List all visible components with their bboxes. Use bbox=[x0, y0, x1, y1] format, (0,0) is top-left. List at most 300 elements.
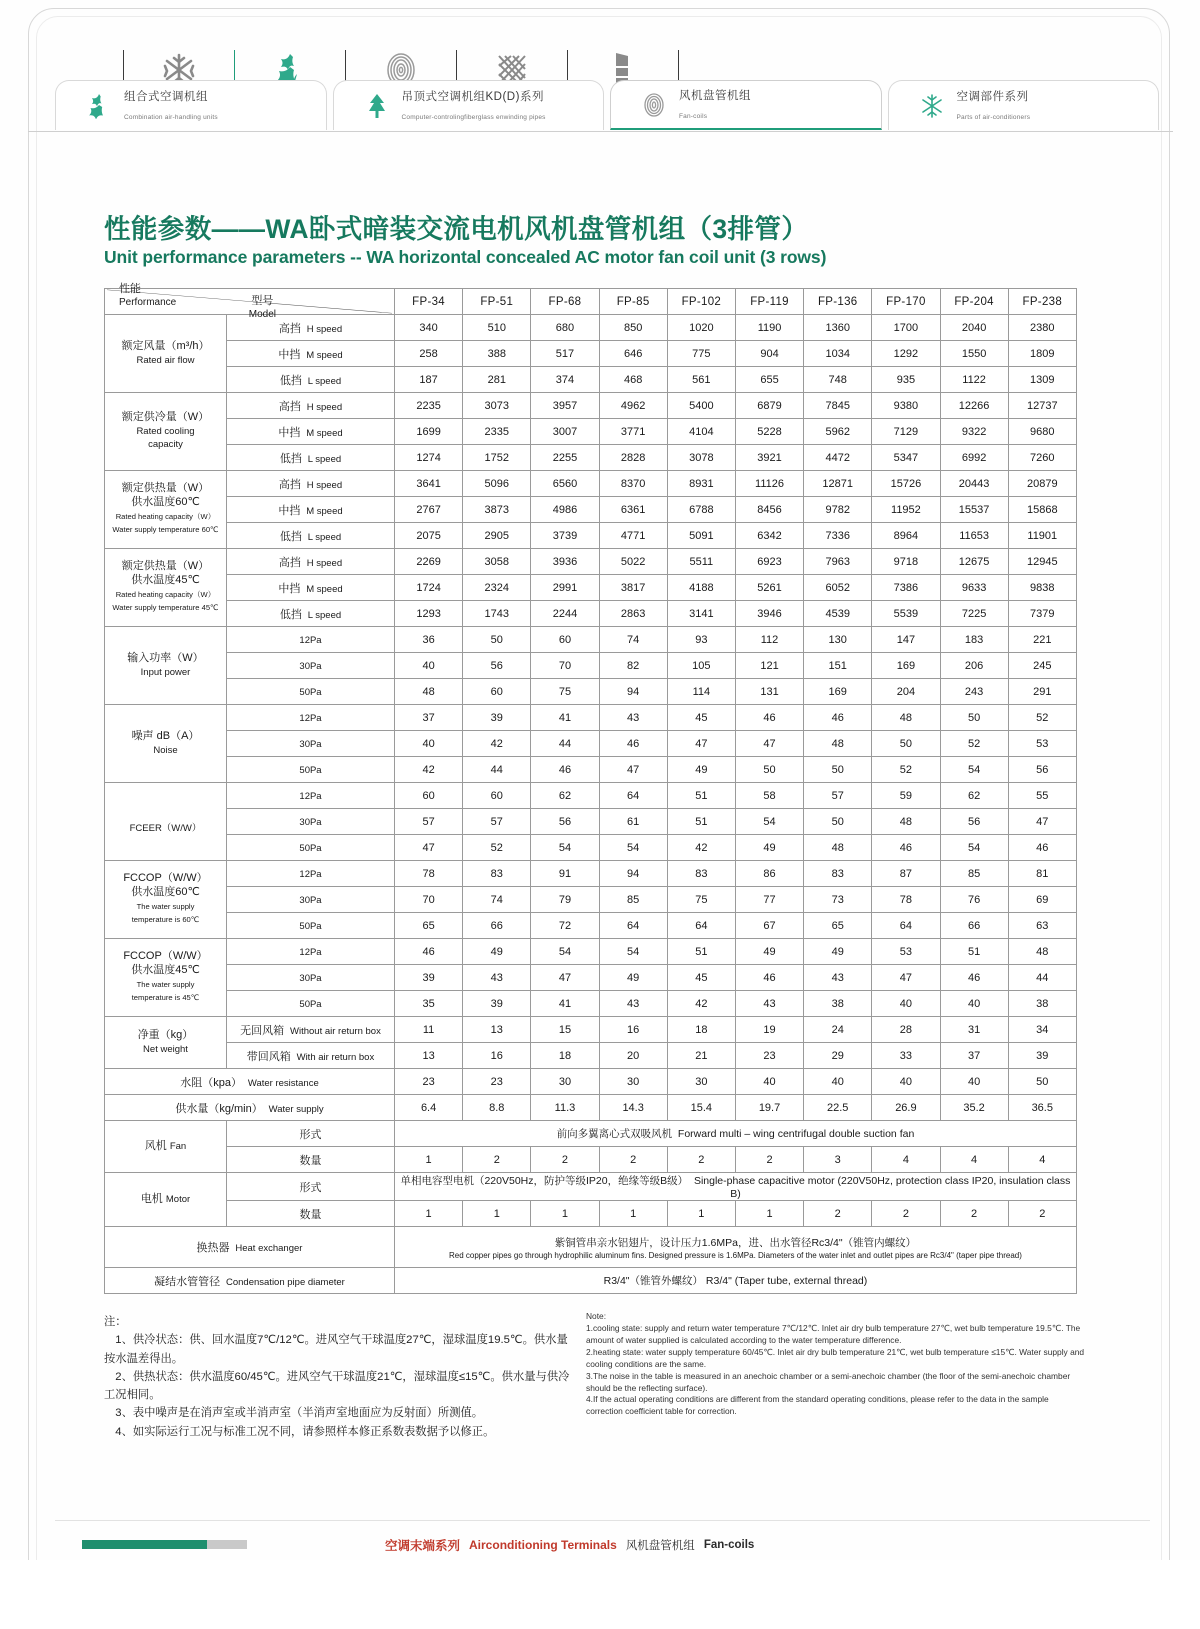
data-cell: 2324 bbox=[463, 575, 531, 601]
row-sub-label: 无回风箱 Without air return box bbox=[227, 1017, 395, 1043]
model-header-fp-170: FP-170 bbox=[872, 289, 940, 315]
footer-separator bbox=[55, 1520, 1150, 1521]
table-row bbox=[105, 705, 1077, 731]
data-cell: 9380 bbox=[872, 393, 940, 419]
data-cell: 1724 bbox=[395, 575, 463, 601]
table-header-row bbox=[105, 289, 1077, 315]
data-cell: 1 bbox=[395, 1201, 463, 1227]
data-cell: 3771 bbox=[599, 419, 667, 445]
data-cell: 52 bbox=[940, 731, 1008, 757]
data-cell: 2255 bbox=[531, 445, 599, 471]
data-cell: 83 bbox=[463, 861, 531, 887]
data-cell: 54 bbox=[940, 835, 1008, 861]
row-group-label: 噪声 dB（A） Noise bbox=[105, 705, 227, 783]
data-cell: 1 bbox=[599, 1201, 667, 1227]
data-cell: 48 bbox=[804, 835, 872, 861]
data-cell: 5261 bbox=[735, 575, 803, 601]
model-header-fp-238: FP-238 bbox=[1008, 289, 1076, 315]
data-cell: 3957 bbox=[531, 393, 599, 419]
table-row bbox=[105, 653, 1077, 679]
row-sub-label: 低挡 L speed bbox=[227, 445, 395, 471]
top-navigation bbox=[55, 22, 1165, 132]
data-cell: 42 bbox=[395, 757, 463, 783]
data-cell: 47 bbox=[872, 965, 940, 991]
tab-combination-air-handling-units[interactable] bbox=[55, 80, 327, 130]
data-cell: 510 bbox=[463, 315, 531, 341]
data-cell: 6052 bbox=[804, 575, 872, 601]
data-cell: 75 bbox=[667, 887, 735, 913]
data-cell: 221 bbox=[1008, 627, 1076, 653]
table-row bbox=[105, 1069, 1077, 1095]
data-cell: 204 bbox=[872, 679, 940, 705]
data-cell: 40 bbox=[395, 653, 463, 679]
data-cell: 3873 bbox=[463, 497, 531, 523]
data-cell: 904 bbox=[735, 341, 803, 367]
data-cell: 243 bbox=[940, 679, 1008, 705]
data-cell: 50 bbox=[804, 809, 872, 835]
data-cell: 5962 bbox=[804, 419, 872, 445]
data-cell: 9322 bbox=[940, 419, 1008, 445]
table-row bbox=[105, 1121, 1077, 1147]
data-cell: 1 bbox=[735, 1201, 803, 1227]
data-cell: 20 bbox=[599, 1043, 667, 1069]
data-cell: 40 bbox=[395, 731, 463, 757]
performance-axis-label: 性能 Performance bbox=[119, 282, 177, 308]
row-group-label: 净重（kg） Net weight bbox=[105, 1017, 227, 1069]
condensation-label: 凝结水管管径 Condensation pipe diameter bbox=[105, 1268, 395, 1294]
data-cell: 94 bbox=[599, 679, 667, 705]
data-cell: 39 bbox=[463, 991, 531, 1017]
data-cell: 1 bbox=[395, 1147, 463, 1173]
data-cell: 4104 bbox=[667, 419, 735, 445]
row-group-label: FCCOP（W/W） 供水温度60℃ The water supply temperature is 60℃ bbox=[105, 861, 227, 939]
tab-label bbox=[679, 86, 751, 123]
note-cn-item: 1、供冷状态：供、回水温度7℃/12℃。进风空气干球温度27℃，湿球温度19.5℃。供水量按水温差得出。 bbox=[104, 1334, 568, 1365]
data-cell: 6923 bbox=[735, 549, 803, 575]
row-sub-label: 12Pa bbox=[227, 627, 395, 653]
row-sub-label: 30Pa bbox=[227, 809, 395, 835]
data-cell: 66 bbox=[940, 913, 1008, 939]
tree-icon bbox=[364, 92, 390, 120]
data-cell: 8456 bbox=[735, 497, 803, 523]
data-cell: 47 bbox=[1008, 809, 1076, 835]
row-group-label: 额定供冷量（W） Rated cooling capacity bbox=[105, 393, 227, 471]
data-cell: 9838 bbox=[1008, 575, 1076, 601]
data-cell: 1309 bbox=[1008, 367, 1076, 393]
data-cell: 35.2 bbox=[940, 1095, 1008, 1121]
data-cell: 55 bbox=[1008, 783, 1076, 809]
data-cell: 2905 bbox=[463, 523, 531, 549]
data-cell: 42 bbox=[667, 991, 735, 1017]
data-cell: 3 bbox=[804, 1147, 872, 1173]
fingerprint-icon bbox=[641, 91, 667, 119]
data-cell: 83 bbox=[667, 861, 735, 887]
data-cell: 5400 bbox=[667, 393, 735, 419]
data-cell: 3078 bbox=[667, 445, 735, 471]
data-cell: 105 bbox=[667, 653, 735, 679]
tab-label bbox=[124, 87, 218, 124]
data-cell: 20879 bbox=[1008, 471, 1076, 497]
data-cell: 50 bbox=[940, 705, 1008, 731]
data-cell: 4962 bbox=[599, 393, 667, 419]
table-row bbox=[105, 1095, 1077, 1121]
data-cell: 91 bbox=[531, 861, 599, 887]
notes-cn-title: 注： bbox=[104, 1316, 127, 1328]
data-cell: 517 bbox=[531, 341, 599, 367]
data-cell: 2 bbox=[804, 1201, 872, 1227]
data-cell: 30 bbox=[667, 1069, 735, 1095]
data-cell: 13 bbox=[463, 1017, 531, 1043]
note-en-item: 3.The noise in the table is measured in an anechoic chamber or a semi-anechoic chamber (the floor of the semi-anechoic chamber should be the reflecting surface). bbox=[586, 1370, 1071, 1393]
data-cell: 6342 bbox=[735, 523, 803, 549]
data-cell: 147 bbox=[872, 627, 940, 653]
data-cell: 46 bbox=[599, 731, 667, 757]
data-cell: 1360 bbox=[804, 315, 872, 341]
data-cell: 54 bbox=[531, 835, 599, 861]
data-cell: 646 bbox=[599, 341, 667, 367]
data-cell: 187 bbox=[395, 367, 463, 393]
data-cell: 56 bbox=[463, 653, 531, 679]
note-cn-item: 3、表中噪声是在消声室或半消声室（半消声室地面应为反射面）所测值。 bbox=[115, 1407, 484, 1420]
data-cell: 60 bbox=[463, 783, 531, 809]
data-cell: 131 bbox=[735, 679, 803, 705]
data-cell: 56 bbox=[531, 809, 599, 835]
footer-series-cn: 空调末端系列 bbox=[385, 1539, 461, 1553]
data-cell: 47 bbox=[531, 965, 599, 991]
data-cell: 18 bbox=[531, 1043, 599, 1069]
data-cell: 78 bbox=[872, 887, 940, 913]
data-cell: 3073 bbox=[463, 393, 531, 419]
row-sub-label: 中挡 M speed bbox=[227, 497, 395, 523]
data-cell: 12266 bbox=[940, 393, 1008, 419]
data-cell: 12737 bbox=[1008, 393, 1076, 419]
data-cell: 54 bbox=[531, 939, 599, 965]
data-cell: 655 bbox=[735, 367, 803, 393]
data-cell: 48 bbox=[395, 679, 463, 705]
data-cell: 51 bbox=[667, 939, 735, 965]
data-cell: 2 bbox=[872, 1201, 940, 1227]
data-cell: 50 bbox=[463, 627, 531, 653]
data-cell: 62 bbox=[940, 783, 1008, 809]
row-sub-label: 30Pa bbox=[227, 887, 395, 913]
table-row bbox=[105, 679, 1077, 705]
data-cell: 31 bbox=[940, 1017, 1008, 1043]
table-row bbox=[105, 783, 1077, 809]
data-cell: 53 bbox=[1008, 731, 1076, 757]
data-cell: 48 bbox=[872, 809, 940, 835]
data-cell: 49 bbox=[804, 939, 872, 965]
table-row bbox=[105, 367, 1077, 393]
data-cell: 8.8 bbox=[463, 1095, 531, 1121]
row-group-label: FCEER（W/W） bbox=[105, 783, 227, 861]
table-row bbox=[105, 471, 1077, 497]
tab-label-en: Fan-coils bbox=[679, 112, 708, 120]
data-cell: 8964 bbox=[872, 523, 940, 549]
row-sub-label: 高挡 H speed bbox=[227, 549, 395, 575]
data-cell: 37 bbox=[395, 705, 463, 731]
data-cell: 40 bbox=[940, 991, 1008, 1017]
data-cell: 151 bbox=[804, 653, 872, 679]
table-row bbox=[105, 1201, 1077, 1227]
data-cell: 46 bbox=[804, 705, 872, 731]
data-cell: 15537 bbox=[940, 497, 1008, 523]
row-label: 供水量（kg/min） Water supply bbox=[105, 1095, 395, 1121]
data-cell: 11653 bbox=[940, 523, 1008, 549]
row-sub-label: 中挡 M speed bbox=[227, 419, 395, 445]
table-row bbox=[105, 445, 1077, 471]
row-sub-label: 50Pa bbox=[227, 991, 395, 1017]
table-row bbox=[105, 939, 1077, 965]
data-cell: 22.5 bbox=[804, 1095, 872, 1121]
data-cell: 40 bbox=[804, 1069, 872, 1095]
table-row bbox=[105, 991, 1077, 1017]
data-cell: 5091 bbox=[667, 523, 735, 549]
data-cell: 46 bbox=[940, 965, 1008, 991]
row-group-label: 额定供热量（W） 供水温度45℃ Rated heating capacity（W） Water supply temperature 45℃ bbox=[105, 549, 227, 627]
data-cell: 46 bbox=[735, 965, 803, 991]
footer-caption bbox=[385, 1536, 754, 1554]
data-cell: 46 bbox=[531, 757, 599, 783]
tab-ceiling-air-handling-kd-series[interactable] bbox=[333, 80, 605, 130]
row-sub-label: 低挡 L speed bbox=[227, 523, 395, 549]
data-cell: 20443 bbox=[940, 471, 1008, 497]
data-cell: 87 bbox=[872, 861, 940, 887]
row-sub-label: 12Pa bbox=[227, 939, 395, 965]
category-tabs bbox=[55, 80, 1165, 132]
data-cell: 38 bbox=[804, 991, 872, 1017]
data-cell: 1190 bbox=[735, 315, 803, 341]
model-header-fp-85: FP-85 bbox=[599, 289, 667, 315]
data-cell: 6.4 bbox=[395, 1095, 463, 1121]
table-row bbox=[105, 1173, 1077, 1201]
data-cell: 935 bbox=[872, 367, 940, 393]
tab-label-en: Combination air-handling units bbox=[124, 113, 218, 121]
data-cell: 15726 bbox=[872, 471, 940, 497]
tab-parts-of-air-conditioners[interactable] bbox=[888, 80, 1160, 130]
data-cell: 5228 bbox=[735, 419, 803, 445]
data-cell: 47 bbox=[395, 835, 463, 861]
model-axis-label: 型号 Model bbox=[248, 295, 276, 320]
data-cell: 43 bbox=[463, 965, 531, 991]
table-row bbox=[105, 341, 1077, 367]
data-cell: 46 bbox=[735, 705, 803, 731]
data-cell: 54 bbox=[940, 757, 1008, 783]
data-cell: 41 bbox=[531, 991, 599, 1017]
data-cell: 40 bbox=[940, 1069, 1008, 1095]
data-cell: 2 bbox=[667, 1147, 735, 1173]
row-sub-label: 低挡 L speed bbox=[227, 367, 395, 393]
data-cell: 19.7 bbox=[735, 1095, 803, 1121]
data-cell: 2 bbox=[531, 1147, 599, 1173]
data-cell: 5022 bbox=[599, 549, 667, 575]
condensation-value: R3/4"（锥管外螺纹） R3/4" (Taper tube, external thread) bbox=[395, 1268, 1077, 1294]
data-cell: 3007 bbox=[531, 419, 599, 445]
data-cell: 23 bbox=[395, 1069, 463, 1095]
data-cell: 30 bbox=[531, 1069, 599, 1095]
data-cell: 75 bbox=[531, 679, 599, 705]
table-row bbox=[105, 393, 1077, 419]
data-cell: 67 bbox=[735, 913, 803, 939]
data-cell: 340 bbox=[395, 315, 463, 341]
table-row bbox=[105, 549, 1077, 575]
data-cell: 2 bbox=[599, 1147, 667, 1173]
data-cell: 23 bbox=[735, 1043, 803, 1069]
data-cell: 206 bbox=[940, 653, 1008, 679]
table-row bbox=[105, 887, 1077, 913]
performance-table bbox=[104, 282, 1077, 1294]
data-cell: 64 bbox=[599, 913, 667, 939]
data-cell: 85 bbox=[599, 887, 667, 913]
page-title-en: Unit performance parameters -- WA horizontal concealed AC motor fan coil unit (3 rows) bbox=[104, 247, 827, 267]
data-cell: 1699 bbox=[395, 419, 463, 445]
data-cell: 4188 bbox=[667, 575, 735, 601]
table-corner-cell bbox=[105, 282, 395, 320]
data-cell: 3936 bbox=[531, 549, 599, 575]
tab-label-cn: 风机盘管机组 bbox=[679, 90, 751, 103]
data-cell: 34 bbox=[1008, 1017, 1076, 1043]
data-cell: 2767 bbox=[395, 497, 463, 523]
data-cell: 2991 bbox=[531, 575, 599, 601]
fan-block-qty-label: 数量 bbox=[227, 1147, 395, 1173]
data-cell: 46 bbox=[872, 835, 940, 861]
row-sub-label: 带回风箱 With air return box bbox=[227, 1043, 395, 1069]
data-cell: 7260 bbox=[1008, 445, 1076, 471]
notes-en-title: Note: bbox=[586, 1311, 607, 1321]
row-sub-label: 30Pa bbox=[227, 731, 395, 757]
data-cell: 60 bbox=[463, 679, 531, 705]
data-cell: 7129 bbox=[872, 419, 940, 445]
data-cell: 7963 bbox=[804, 549, 872, 575]
data-cell: 1700 bbox=[872, 315, 940, 341]
table-row bbox=[105, 965, 1077, 991]
data-cell: 37 bbox=[940, 1043, 1008, 1069]
data-cell: 47 bbox=[735, 731, 803, 757]
data-cell: 40 bbox=[872, 991, 940, 1017]
data-cell: 1020 bbox=[667, 315, 735, 341]
data-cell: 4771 bbox=[599, 523, 667, 549]
data-cell: 11.3 bbox=[531, 1095, 599, 1121]
data-cell: 72 bbox=[531, 913, 599, 939]
data-cell: 70 bbox=[395, 887, 463, 913]
data-cell: 3739 bbox=[531, 523, 599, 549]
data-cell: 12945 bbox=[1008, 549, 1076, 575]
data-cell: 63 bbox=[1008, 913, 1076, 939]
data-cell: 48 bbox=[872, 705, 940, 731]
data-cell: 45 bbox=[667, 965, 735, 991]
data-cell: 2 bbox=[1008, 1201, 1076, 1227]
data-cell: 2040 bbox=[940, 315, 1008, 341]
model-header-fp-51: FP-51 bbox=[463, 289, 531, 315]
tab-fan-coils[interactable] bbox=[610, 80, 882, 130]
data-cell: 1 bbox=[531, 1201, 599, 1227]
data-cell: 52 bbox=[872, 757, 940, 783]
data-cell: 775 bbox=[667, 341, 735, 367]
data-cell: 5096 bbox=[463, 471, 531, 497]
data-cell: 46 bbox=[395, 939, 463, 965]
data-cell: 46 bbox=[1008, 835, 1076, 861]
tab-label-cn: 组合式空调机组 bbox=[124, 91, 208, 104]
data-cell: 11 bbox=[395, 1017, 463, 1043]
data-cell: 121 bbox=[735, 653, 803, 679]
footer-accent-bar-secondary bbox=[207, 1540, 247, 1549]
row-group-label: 额定风量（m³/h） Rated air flow bbox=[105, 315, 227, 393]
data-cell: 245 bbox=[1008, 653, 1076, 679]
data-cell: 40 bbox=[872, 1069, 940, 1095]
data-cell: 3641 bbox=[395, 471, 463, 497]
data-cell: 43 bbox=[599, 705, 667, 731]
data-cell: 3058 bbox=[463, 549, 531, 575]
data-cell: 82 bbox=[599, 653, 667, 679]
data-cell: 2380 bbox=[1008, 315, 1076, 341]
data-cell: 43 bbox=[599, 991, 667, 1017]
table-row bbox=[105, 1147, 1077, 1173]
data-cell: 3921 bbox=[735, 445, 803, 471]
data-cell: 169 bbox=[804, 679, 872, 705]
data-cell: 561 bbox=[667, 367, 735, 393]
data-cell: 15868 bbox=[1008, 497, 1076, 523]
nav-separator bbox=[28, 131, 1173, 132]
data-cell: 6788 bbox=[667, 497, 735, 523]
data-cell: 36.5 bbox=[1008, 1095, 1076, 1121]
data-cell: 52 bbox=[1008, 705, 1076, 731]
row-sub-label: 50Pa bbox=[227, 913, 395, 939]
fan-block-type-value: 前向多翼离心式双吸风机 Forward multi – wing centrifugal double suction fan bbox=[395, 1121, 1077, 1147]
data-cell: 2335 bbox=[463, 419, 531, 445]
data-cell: 11126 bbox=[735, 471, 803, 497]
data-cell: 6361 bbox=[599, 497, 667, 523]
note-en-item: 1.cooling state: supply and return water temperature 7℃/12℃. Inlet air dry bulb temperature 27℃, wet bulb temperature 19.5℃. The amount of water supplied is calculated according to the water temperature difference. bbox=[586, 1322, 1081, 1345]
row-sub-label: 中挡 M speed bbox=[227, 341, 395, 367]
data-cell: 169 bbox=[872, 653, 940, 679]
row-sub-label: 50Pa bbox=[227, 835, 395, 861]
row-sub-label: 12Pa bbox=[227, 861, 395, 887]
row-sub-label: 高挡 H speed bbox=[227, 471, 395, 497]
data-cell: 42 bbox=[463, 731, 531, 757]
data-cell: 7379 bbox=[1008, 601, 1076, 627]
table-row bbox=[105, 757, 1077, 783]
data-cell: 21 bbox=[667, 1043, 735, 1069]
data-cell: 7225 bbox=[940, 601, 1008, 627]
data-cell: 291 bbox=[1008, 679, 1076, 705]
data-cell: 49 bbox=[599, 965, 667, 991]
page-title-cn: 性能参数——WA卧式暗装交流电机风机盘管机组（3排管） bbox=[104, 214, 809, 244]
motor-block-label: 电机 Motor bbox=[105, 1173, 227, 1227]
data-cell: 850 bbox=[599, 315, 667, 341]
data-cell: 11901 bbox=[1008, 523, 1076, 549]
data-cell: 29 bbox=[804, 1043, 872, 1069]
motor-block-type-label: 形式 bbox=[227, 1173, 395, 1201]
data-cell: 23 bbox=[463, 1069, 531, 1095]
data-cell: 62 bbox=[531, 783, 599, 809]
data-cell: 28 bbox=[872, 1017, 940, 1043]
data-cell: 49 bbox=[463, 939, 531, 965]
data-cell: 15.4 bbox=[667, 1095, 735, 1121]
notes-chinese bbox=[104, 1313, 574, 1441]
data-cell: 12871 bbox=[804, 471, 872, 497]
table-row bbox=[105, 1268, 1077, 1294]
data-cell: 12675 bbox=[940, 549, 1008, 575]
data-cell: 94 bbox=[599, 861, 667, 887]
data-cell: 3946 bbox=[735, 601, 803, 627]
data-cell: 54 bbox=[735, 809, 803, 835]
fan-block-label: 风机 Fan bbox=[105, 1121, 227, 1173]
data-cell: 49 bbox=[735, 835, 803, 861]
data-cell: 1274 bbox=[395, 445, 463, 471]
note-en-item: 4.If the actual operating conditions are different from the standard operating conditions, please refer to the data in the sample correction coefficient table for correction. bbox=[586, 1394, 1049, 1417]
model-header-fp-102: FP-102 bbox=[667, 289, 735, 315]
data-cell: 42 bbox=[667, 835, 735, 861]
data-cell: 2 bbox=[463, 1147, 531, 1173]
